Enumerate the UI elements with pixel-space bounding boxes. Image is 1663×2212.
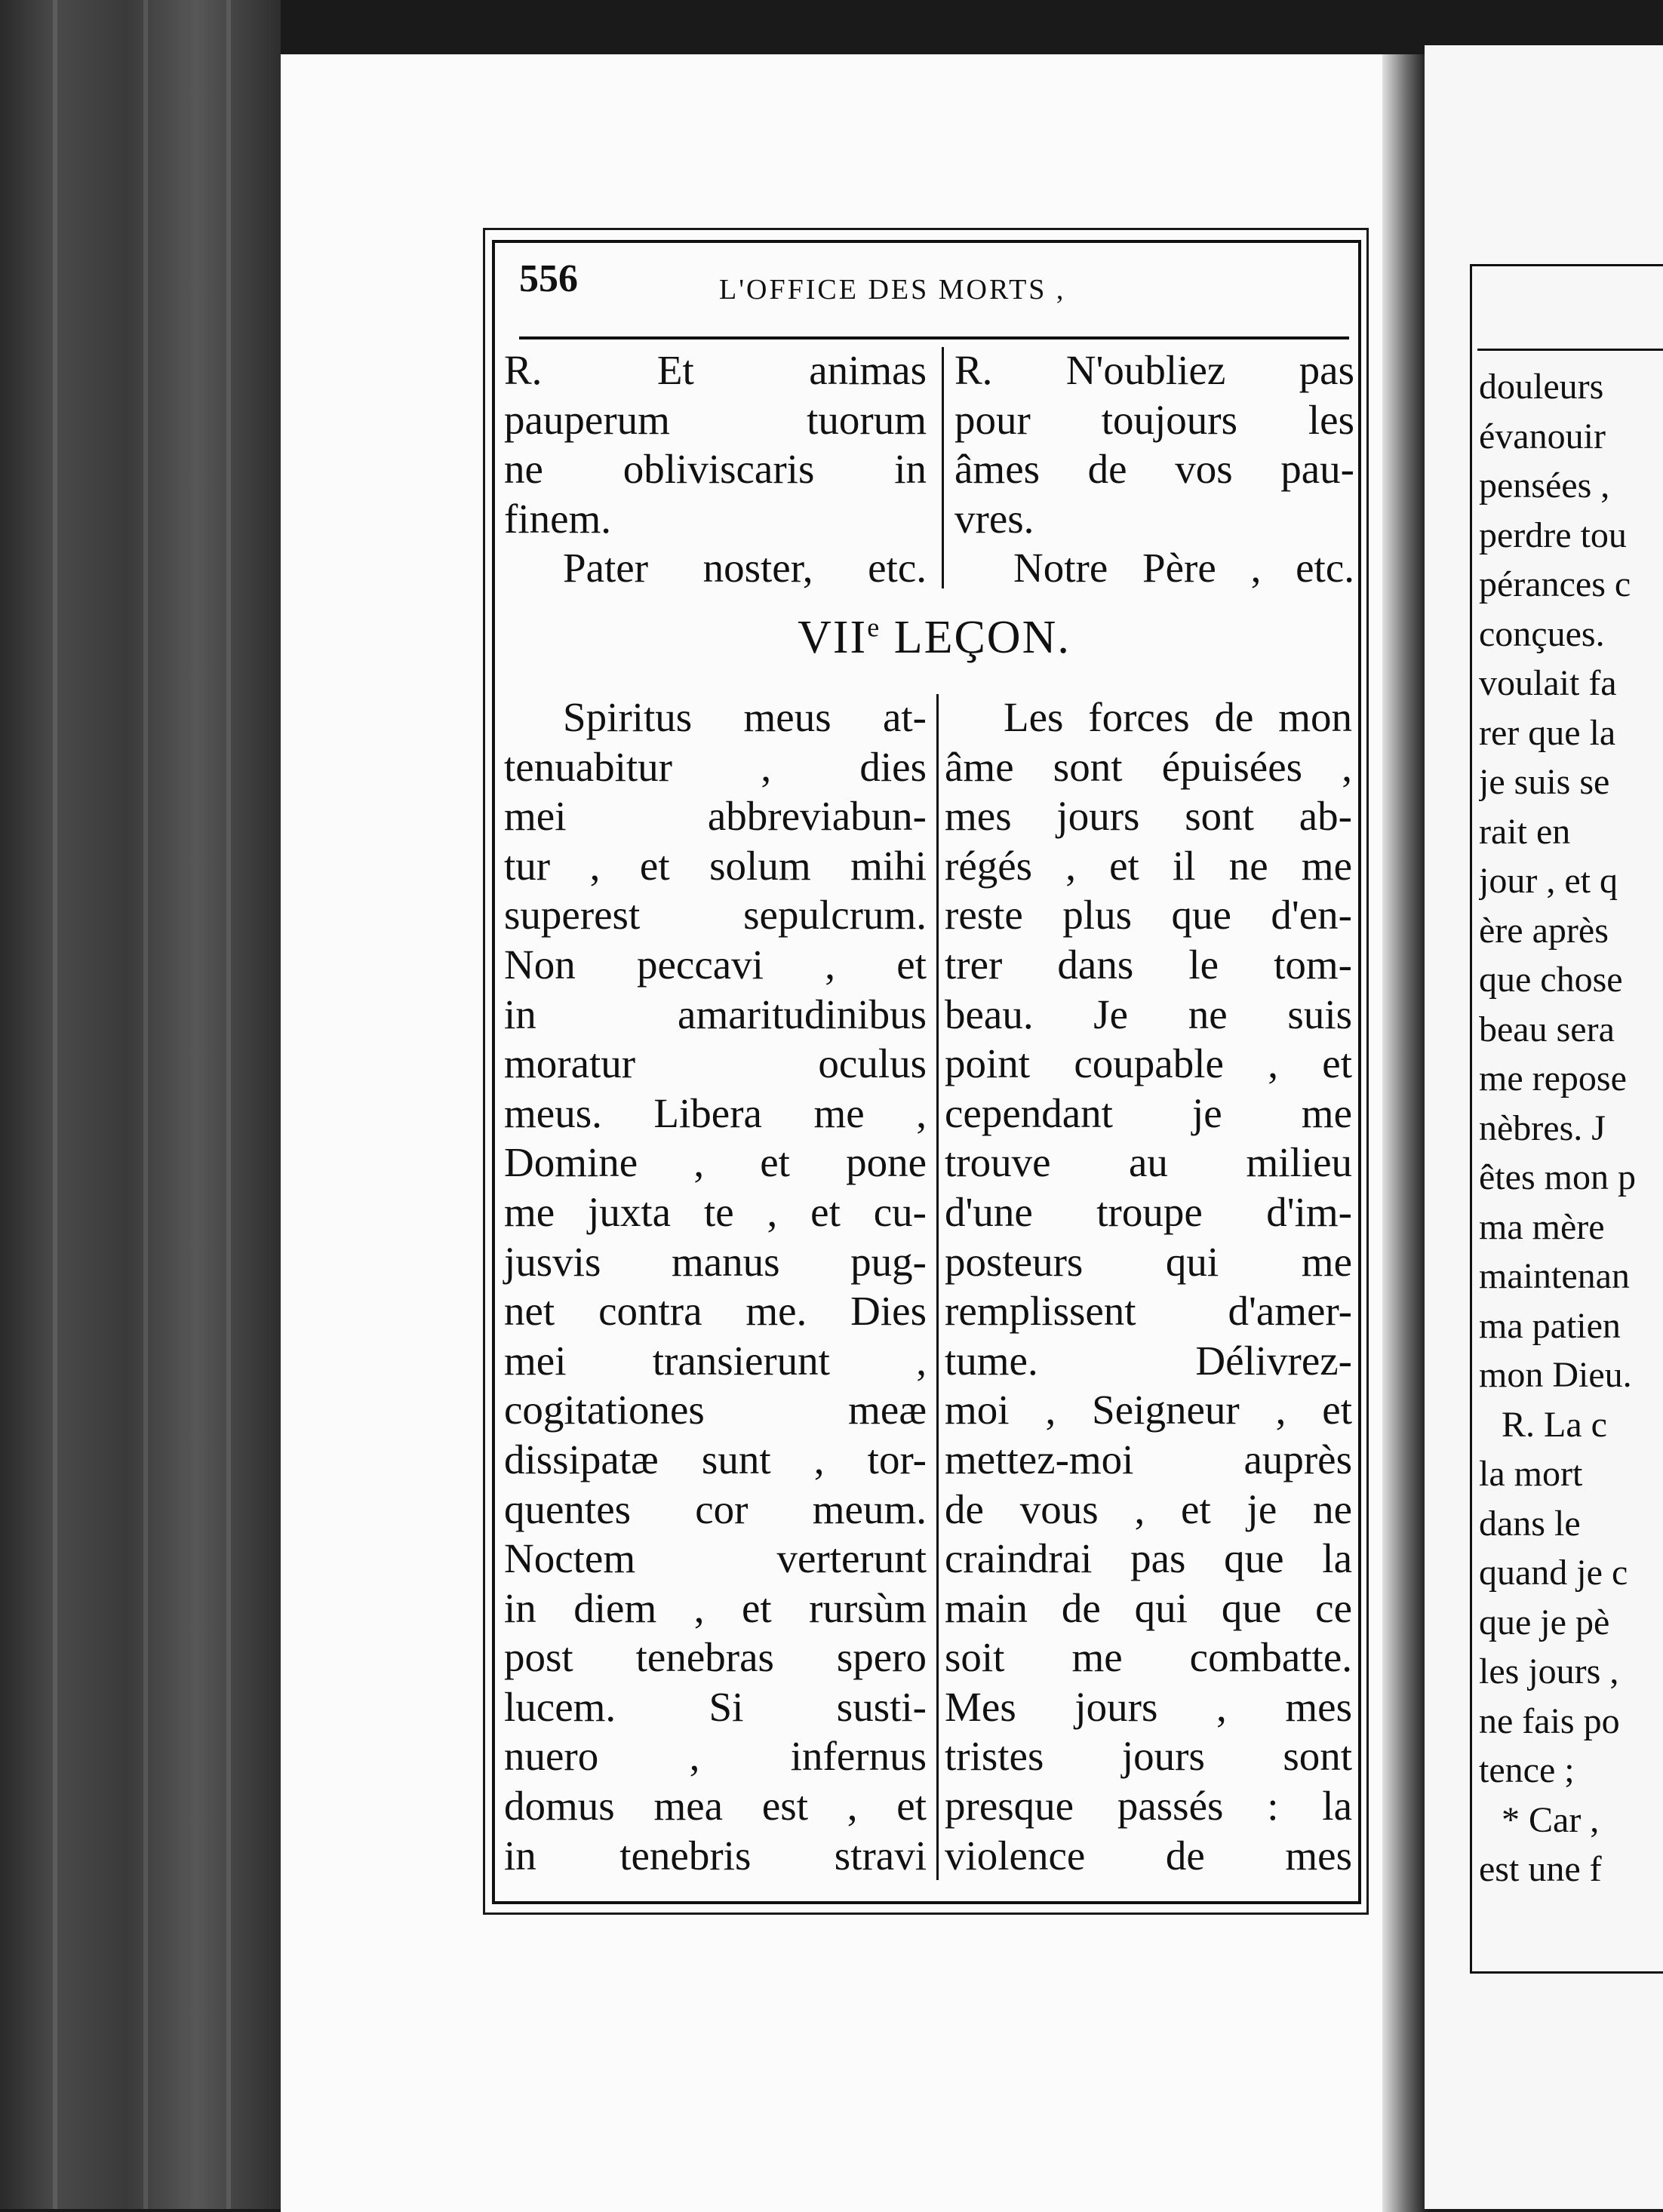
facing-text-line: ma mère (1479, 1206, 1605, 1247)
spine-streak (226, 0, 231, 2209)
facing-text-line: la mort (1479, 1454, 1583, 1494)
text-line: mei abbreviabun- (504, 793, 927, 840)
facing-text-line: que je pè (1479, 1602, 1610, 1642)
text-line: domus mea est , et (504, 1783, 927, 1830)
responsory-latin (504, 346, 927, 593)
text-line: Non peccavi , et (504, 941, 927, 988)
text-line: net contra me. Dies (504, 1288, 927, 1335)
text-line: Pater noster, etc. (563, 545, 927, 591)
text-line: trer dans le tom- (945, 941, 1352, 988)
facing-text-line: pensées , (1479, 465, 1610, 505)
text-line: dissipatæ sunt , tor- (504, 1436, 927, 1482)
facing-text-line: ne fais po (1479, 1700, 1620, 1741)
text-line: mettez-moi auprès (945, 1436, 1352, 1482)
text-line: vres. (954, 495, 1034, 542)
facing-text-line: beau sera (1479, 1009, 1615, 1049)
text-line: moratur oculus (504, 1040, 927, 1087)
text-line: lucem. Si susti- (504, 1683, 927, 1730)
facing-text-line: tence ; (1479, 1750, 1575, 1790)
lesson-latin (504, 693, 927, 1880)
lesson-title (519, 611, 1349, 665)
spine-streak (143, 0, 148, 2209)
text-line: pauperum tuorum (504, 396, 927, 443)
text-line: Spiritus meus at- (563, 694, 927, 740)
text-line: cependant je me (945, 1089, 1352, 1136)
text-line: in diem , et rursùm (504, 1584, 927, 1631)
column-divider-lesson (936, 694, 939, 1880)
facing-text-line: est une f (1479, 1849, 1602, 1889)
facing-text-line: rer que la (1479, 712, 1616, 753)
lesson-word: LEÇON. (893, 612, 1071, 663)
page-header (519, 257, 1349, 324)
facing-text-line: que chose (1479, 960, 1623, 1000)
facing-text-line: pérances c (1479, 564, 1631, 604)
page-number: 556 (519, 257, 578, 300)
text-line: trouve au milieu (945, 1139, 1352, 1186)
text-line: tume. Délivrez- (945, 1337, 1352, 1384)
facing-text-line: dans le (1479, 1503, 1581, 1544)
text-line: presque passés : la (945, 1783, 1352, 1830)
text-line: mei transierunt , (504, 1337, 927, 1384)
text-line: point coupable , et (945, 1040, 1352, 1087)
facing-text-line: je suis se (1479, 762, 1610, 802)
facing-text-line: maintenan (1479, 1256, 1630, 1296)
facing-text-line: êtes mon p (1479, 1157, 1636, 1197)
spine-streak (53, 0, 57, 2209)
facing-text-line: ère après (1479, 910, 1609, 951)
text-line: Mes jours , mes (945, 1683, 1352, 1730)
text-line: d'une troupe d'im- (945, 1188, 1352, 1235)
facing-page (1425, 45, 1663, 2209)
facing-text-line: nèbres. J (1479, 1108, 1606, 1148)
text-line: Domine , et pone (504, 1139, 927, 1186)
facing-text-line: les jours , (1479, 1651, 1619, 1691)
text-line: mes jours sont ab- (945, 793, 1352, 840)
text-line: remplissent d'amer- (945, 1288, 1352, 1335)
lesson-numeral: VII (798, 612, 868, 663)
facing-page-text (1479, 362, 1663, 1894)
text-line: nuero , infernus (504, 1733, 927, 1780)
text-line: cogitationes meæ (504, 1387, 927, 1433)
text-line: tenuabitur , dies (504, 743, 927, 790)
text-line: moi , Seigneur , et (945, 1387, 1352, 1433)
text-line: R. Et animas (504, 347, 927, 393)
text-line: pour toujours les (954, 396, 1354, 443)
book-gutter (1382, 54, 1428, 2212)
responsory-french (954, 346, 1354, 593)
facing-text-line: voulait fa (1479, 663, 1617, 703)
lesson-numeral-sup: e (867, 612, 881, 643)
text-line: jusvis manus pug- (504, 1238, 927, 1285)
text-line: âme sont épuisées , (945, 743, 1352, 790)
facing-text-line: jour , et q (1479, 861, 1618, 901)
text-line: quentes cor meum. (504, 1485, 927, 1532)
text-line: Les forces de mon (1004, 694, 1352, 740)
text-line: superest sepulcrum. (504, 892, 927, 939)
text-line: post tenebras spero (504, 1634, 927, 1681)
facing-page-header-rule (1477, 349, 1663, 351)
text-line: meus. Libera me , (504, 1089, 927, 1136)
text-line: in tenebris stravi (504, 1832, 927, 1879)
text-line: Noctem verterunt (504, 1535, 927, 1582)
text-line: tur , et solum mihi (504, 842, 927, 889)
text-line: beau. Je ne suis (945, 991, 1352, 1037)
text-line: craindrai pas que la (945, 1535, 1352, 1582)
book-spine (0, 0, 281, 2209)
facing-text-line: perdre tou (1479, 515, 1627, 555)
text-line: reste plus que d'en- (945, 892, 1352, 939)
facing-text-line: mon Dieu. (1479, 1355, 1632, 1395)
facing-text-line: ma patien (1479, 1305, 1621, 1346)
text-line: in amaritudinibus (504, 991, 927, 1037)
facing-text-line: évanouir (1479, 416, 1606, 456)
column-divider-responsory (942, 347, 944, 588)
text-line: me juxta te , et cu- (504, 1188, 927, 1235)
text-line: posteurs qui me (945, 1238, 1352, 1285)
text-line: finem. (504, 495, 612, 542)
text-line: violence de mes (945, 1832, 1352, 1879)
facing-text-line: quand je c (1479, 1553, 1628, 1593)
text-line: soit me combatte. (945, 1634, 1352, 1681)
facing-text-line: * Car , (1502, 1799, 1600, 1840)
text-line: Notre Père , etc. (1013, 545, 1354, 591)
facing-text-line: me repose (1479, 1058, 1627, 1098)
facing-text-line: conçues. (1479, 613, 1605, 654)
facing-text-line: douleurs (1479, 367, 1604, 407)
facing-text-line: R. La c (1502, 1404, 1607, 1445)
text-line: régés , et il ne me (945, 842, 1352, 889)
text-line: âmes de vos pau- (954, 446, 1354, 493)
text-line: ne obliviscaris in (504, 446, 927, 493)
text-line: main de qui que ce (945, 1584, 1352, 1631)
text-line: de vous , et je ne (945, 1485, 1352, 1532)
lesson-french (945, 693, 1352, 1880)
text-line: tristes jours sont (945, 1733, 1352, 1780)
text-line: R. N'oubliez pas (954, 347, 1354, 393)
facing-text-line: rait en (1479, 811, 1571, 852)
header-rule (519, 336, 1349, 339)
running-title: L'OFFICE DES MORTS , (719, 274, 1066, 306)
